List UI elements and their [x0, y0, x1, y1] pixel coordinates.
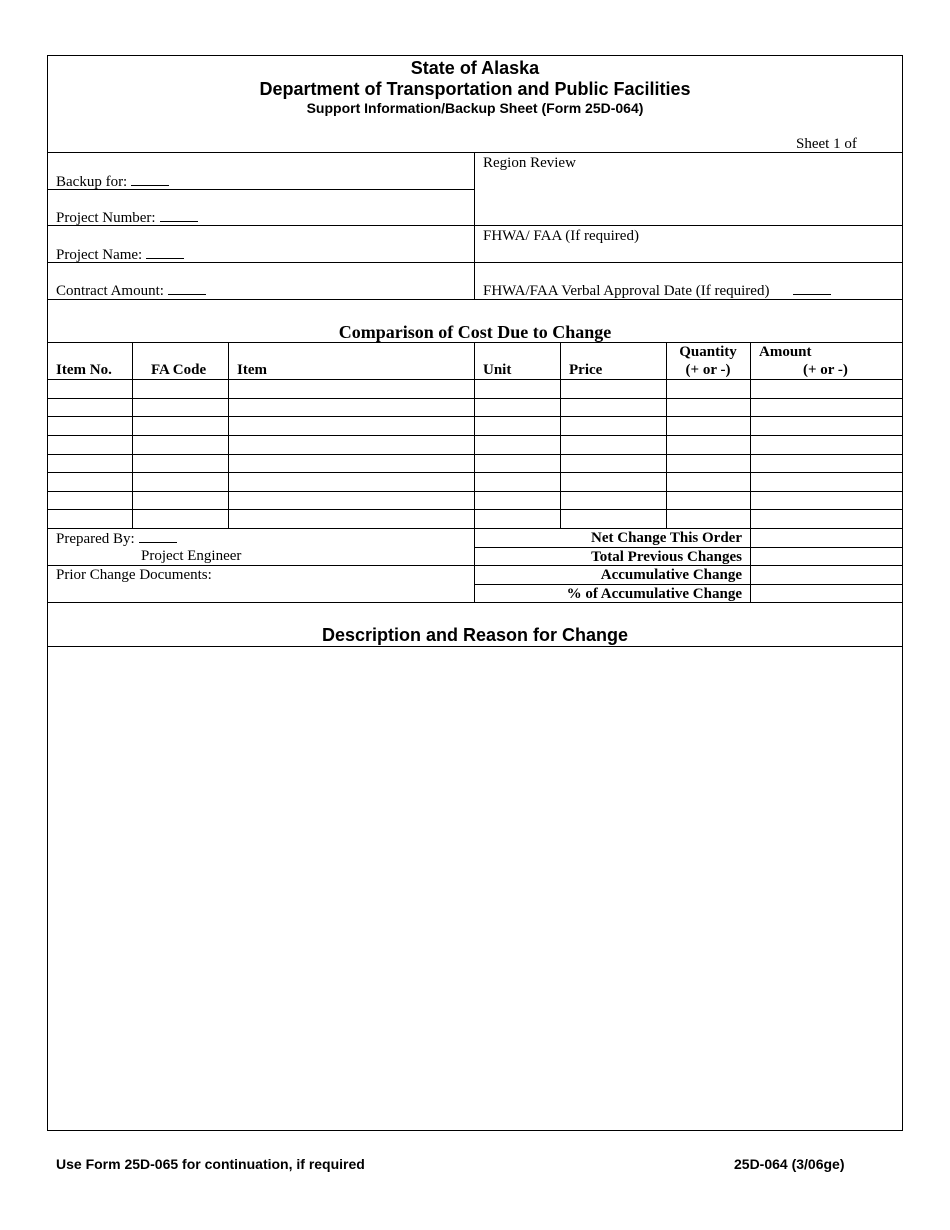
col-quantity-sub: (+ or -)	[685, 362, 731, 378]
col-fa-code: FA Code	[151, 362, 207, 378]
col-amount: Amount	[759, 344, 812, 360]
table-row[interactable]	[48, 492, 902, 510]
prepared-by-label: Prepared By:	[56, 531, 135, 547]
footer-continuation: Use Form 25D-065 for continuation, if required	[56, 1156, 365, 1172]
pct-accumulative-label: % of Accumulative Change	[566, 586, 742, 602]
pct-accumulative-value[interactable]	[751, 585, 902, 602]
table-row[interactable]	[48, 399, 902, 417]
table-row[interactable]	[48, 473, 902, 491]
divider	[47, 152, 903, 153]
prepared-by-field[interactable]	[56, 530, 177, 548]
project-number-label: Project Number:	[56, 210, 156, 226]
fhwa-verbal-blank[interactable]	[793, 282, 831, 295]
col-amount-sub: (+ or -)	[803, 362, 848, 378]
table-row[interactable]	[48, 510, 902, 528]
accumulative-value[interactable]	[751, 566, 902, 584]
row-divider	[47, 435, 903, 436]
sheet-label: Sheet 1 of	[796, 136, 857, 152]
contract-amount-field[interactable]	[56, 282, 206, 300]
col-item: Item	[237, 362, 267, 378]
row-divider	[47, 509, 903, 510]
form-title: Support Information/Backup Sheet (Form 25D-064)	[306, 100, 644, 116]
col-unit: Unit	[483, 362, 512, 378]
contract-amount-label: Contract Amount:	[56, 283, 164, 299]
col-price: Price	[569, 362, 603, 378]
fhwa-verbal-label: FHWA/FAA Verbal Approval Date (If required)	[483, 283, 770, 299]
accumulative-label: Accumulative Change	[600, 567, 742, 583]
project-engineer-label: Project Engineer	[141, 548, 242, 564]
footer-form-code: 25D-064 (3/06ge)	[734, 1156, 845, 1172]
fhwa-faa-label: FHWA/ FAA (If required)	[483, 228, 639, 244]
divider	[47, 342, 903, 343]
row-divider	[47, 398, 903, 399]
table-row[interactable]	[48, 417, 902, 435]
total-previous-label: Total Previous Changes	[591, 549, 742, 565]
backup-for-label: Backup for:	[56, 174, 128, 190]
project-name-field[interactable]	[56, 246, 184, 264]
cost-table-title: Comparison of Cost Due to Change	[338, 322, 612, 342]
table-row[interactable]	[48, 436, 902, 454]
state-title: State of Alaska	[410, 58, 540, 78]
description-area[interactable]	[48, 647, 902, 1130]
divider	[47, 565, 475, 566]
table-row[interactable]	[48, 455, 902, 473]
project-number-field[interactable]	[56, 209, 198, 227]
project-name-label: Project Name:	[56, 247, 143, 263]
divider	[47, 602, 903, 603]
row-divider	[47, 454, 903, 455]
contract-amount-blank[interactable]	[168, 282, 206, 295]
row-divider	[47, 491, 903, 492]
prepared-by-blank[interactable]	[139, 530, 177, 543]
net-change-label: Net Change This Order	[591, 530, 742, 546]
project-name-blank[interactable]	[146, 246, 184, 259]
region-review-label: Region Review	[483, 155, 576, 171]
col-quantity: Quantity	[679, 344, 737, 360]
col-item-no: Item No.	[56, 362, 112, 378]
description-title: Description and Reason for Change	[321, 625, 629, 645]
row-divider	[47, 416, 903, 417]
backup-for-blank[interactable]	[131, 173, 169, 186]
department-title: Department of Transportation and Public Facilities	[259, 79, 691, 99]
prior-change-documents-label: Prior Change Documents:	[56, 567, 212, 583]
table-row[interactable]	[48, 380, 902, 398]
fhwa-verbal-field[interactable]	[483, 282, 831, 300]
total-previous-value[interactable]	[751, 548, 902, 565]
net-change-value[interactable]	[751, 529, 902, 547]
project-number-blank[interactable]	[160, 209, 198, 222]
backup-for-field[interactable]	[56, 173, 169, 191]
row-divider	[47, 472, 903, 473]
